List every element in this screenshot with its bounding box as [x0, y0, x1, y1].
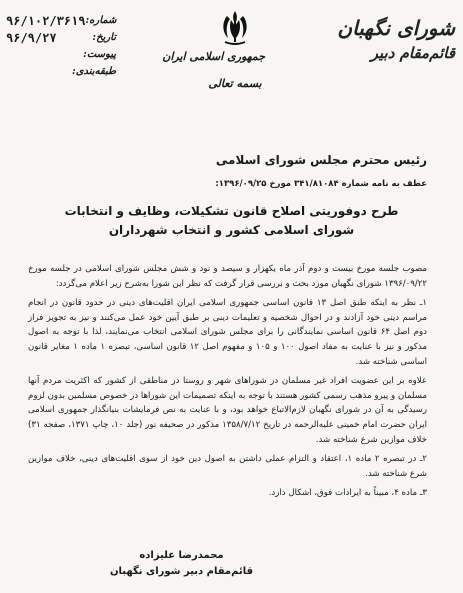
republic-name: جمهوری اسلامی ایران — [162, 50, 265, 63]
in-the-name-of-god: بسمه تعالی — [208, 77, 262, 90]
subject-line-1: طرح دوفوریتی اصلاح قانون تشکیلات، وظایف و انتخابات — [64, 204, 399, 218]
meta-attachment-row — [6, 46, 116, 63]
meta-label: طبقه‌بندی: — [72, 66, 116, 77]
signature-block — [110, 548, 253, 580]
signatory-title: قائم‌مقام دبیر شورای نگهبان — [110, 566, 254, 577]
organization-name: شورای نگهبان — [337, 16, 455, 40]
meta-label: پیوست: — [83, 49, 116, 60]
body-paragraph: ۲ـ در تبصره ۲ ماده ۱، اعتقاد و التزام عملی داشتن به اصول دین خود از سوی اقلیت‌های دینی، خلاف موازین شرع شناخته شد. — [28, 454, 428, 479]
letter-date: ۹۶/۹/۲۷ — [6, 30, 57, 45]
letterhead-organization — [337, 16, 455, 62]
body-paragraph: علاوه بر این عضویت افراد غیر مسلمان در شوراهای شهر و روستا در مناطقی از کشور که اکثریت مردم آنها مسلمان و پیرو مذهب رسمی کشور هستند با توجه به اینکه تصمیمات این شوراها در خصوص مسلمین بدون لزوم رسیدگی به آن در شورای نگهبان لازم‌الاتباع خواهد بود، و با عنایت به نص فرمایشات بنیانگذار جمهوری اسلامی ایران حضرت امام خمینی علیه‌الرحمه در تاریخ ۱۳۵۸/۷/۱۲ مذکور در صحیفه نور (جلد ۱۰، چاپ ۱۳۷۱، صفحه ۳۱) خلاف موازین شرع شناخته شد. — [28, 376, 427, 445]
letter-body — [28, 262, 427, 506]
salutation: رئیس محترم مجلس شورای اسلامی — [215, 153, 427, 167]
body-paragraph: ۱ـ نظر به اینکه طبق اصل ۱۳ قانون اساسی جمهوری اسلامی ایران اقلیت‌های دینی در حدود قانون در انجام مراسم دینی خود آزادند و در احوال شخصیه و تعلیمات دینی بر طبق آیین خود عمل می‌کنند و نیز به تجویز فراز دوم اصل ۶۴ قانون اساسی نمایندگانی را برای مجلس شورای اسلامی انتخاب می‌نمایند، لذا با توجه به اصول مذکور و نیز با عنایت به مفاد اصول ۱۰۰ و ۱۰۵ و مفهوم اصل ۱۲ قانون اساسی، تبصره ۱ ماده ۱ مغایر قانون اساسی شناخته شد. — [28, 298, 428, 367]
iran-emblem-icon — [218, 8, 252, 48]
letterhead-emblem-block — [162, 8, 265, 90]
body-paragraph: ۳ـ ماده ۴، مبیناً به ایرادات فوق، اشکال دارد. — [268, 488, 427, 499]
reference-line: عطف به نامه شماره ۳۴۱/۸۱۰۸۴ مورخ ۱۳۹۶/۰۹/۲۵: — [215, 179, 427, 189]
meta-classification-row — [6, 63, 116, 80]
letter-subject — [60, 202, 403, 240]
meta-label: تاریخ: — [92, 32, 116, 43]
body-paragraph: مصوب جلسه مورخ بیست و دوم آذر ماه یکهزار و سیصد و نود و شش مجلس شورای اسلامی در جلسه مورخ ۱۳۹۶/۰۹/۲۲ شورای نگهبان مورد بحث و بررسی قرار گرفت که نظر این شورا به‌شرح زیر اعلام می‌گردد: — [28, 264, 427, 289]
organization-position: قائم‌مقام دبیر — [370, 44, 455, 62]
subject-line-2: شورای اسلامی کشور و انتخاب شهرداران — [108, 223, 355, 237]
letter-number: ۹۶/۱۰۲/۳۶۱۹ — [6, 13, 86, 28]
meta-label: شماره: — [85, 15, 117, 26]
meta-date-row — [6, 29, 116, 46]
meta-number-row — [6, 12, 116, 29]
letter-meta-fields — [6, 12, 116, 80]
signatory-name: محمدرضا علیزاده — [139, 550, 224, 561]
